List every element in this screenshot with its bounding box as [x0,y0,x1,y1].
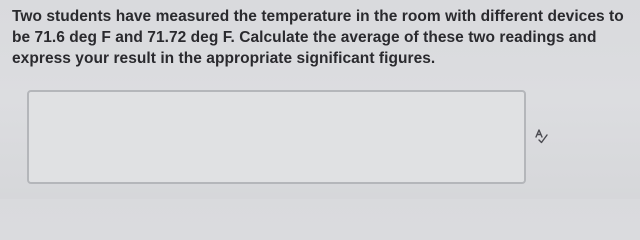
spellcheck-icon[interactable] [533,128,549,144]
question-line-3: express your result in the appropriate significant figures. [12,50,436,67]
answer-textarea[interactable] [27,90,526,184]
question-line-2: be 71.6 deg F and 71.72 deg F. Calculate the average of these two readings and [12,29,597,46]
question-line-1: Two students have measured the temperature in the room with different devices to [12,8,624,25]
question-text [12,6,640,69]
